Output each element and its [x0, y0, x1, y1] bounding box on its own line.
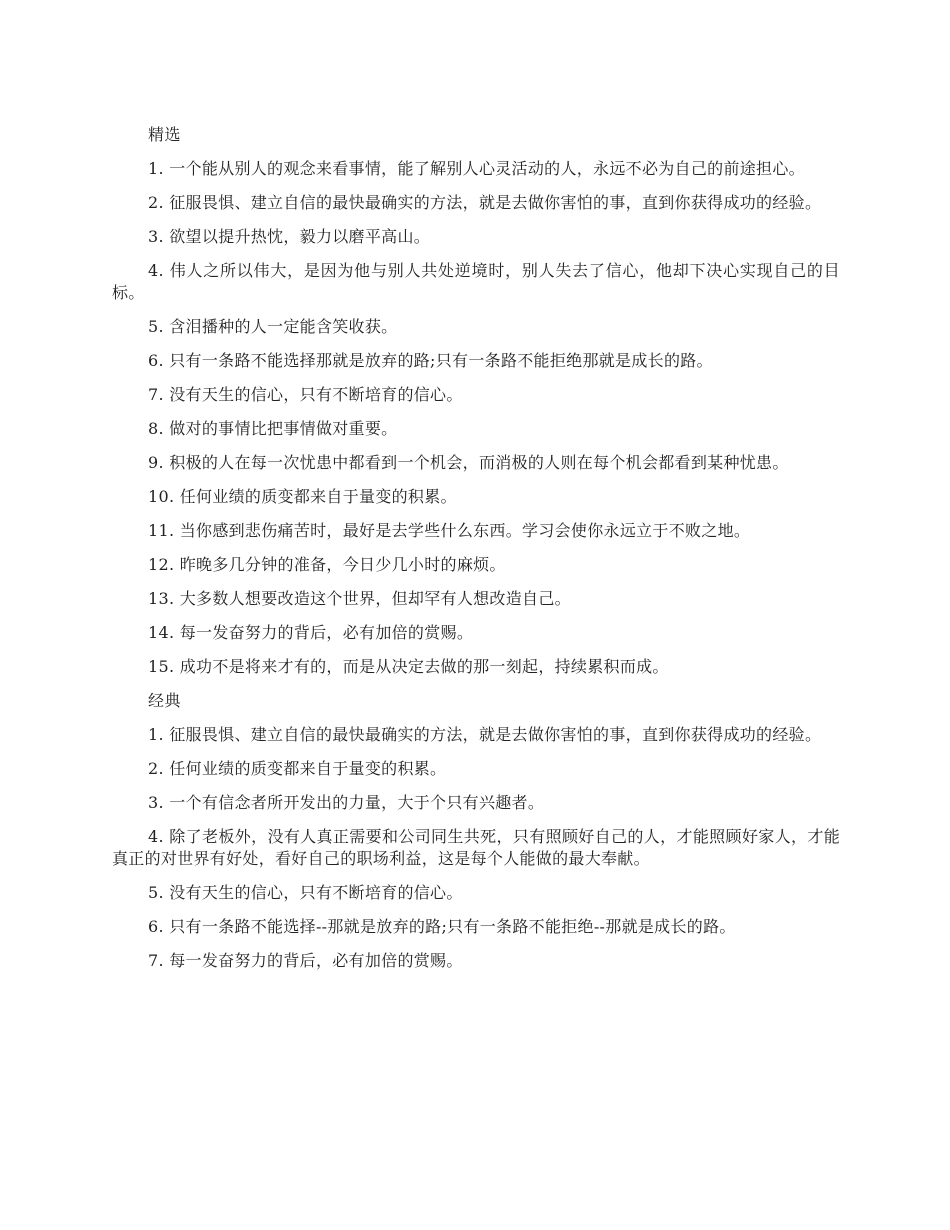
quote-item: 3. 欲望以提升热忱，毅力以磨平高山。 [148, 227, 431, 246]
section-heading: 经典 [148, 691, 182, 710]
section-selected [112, 124, 840, 678]
quote-item: 12. 昨晚多几分钟的准备，今日少几小时的麻烦。 [148, 555, 506, 574]
quote-item: 1. 一个能从别人的观念来看事情，能了解别人心灵活动的人，永远不必为自己的前途担心。 [148, 159, 805, 178]
section-classic [112, 690, 840, 972]
quote-item: 4. 伟人之所以伟大，是因为他与别人共处逆境时，别人失去了信心，他却下决心实现自己的目标。 [112, 261, 840, 302]
quote-item: 6. 只有一条路不能选择那就是放弃的路;只有一条路不能拒绝那就是成长的路。 [148, 351, 713, 370]
quote-item: 9. 积极的人在每一次忧患中都看到一个机会，而消极的人则在每个机会都看到某种忧患。 [148, 453, 789, 472]
quote-item: 1. 征服畏惧、建立自信的最快最确实的方法，就是去做你害怕的事，直到你获得成功的经验。 [148, 725, 822, 744]
quote-item: 14. 每一发奋努力的背后，必有加倍的赏赐。 [148, 623, 474, 642]
quote-item: 5. 含泪播种的人一定能含笑收获。 [148, 317, 398, 336]
quote-item: 10. 任何业绩的质变都来自于量变的积累。 [148, 487, 457, 506]
quote-item: 7. 没有天生的信心，只有不断培育的信心。 [148, 385, 463, 404]
quote-item: 15. 成功不是将来才有的，而是从决定去做的那一刻起，持续累积而成。 [148, 657, 669, 676]
quote-item: 3. 一个有信念者所开发出的力量，大于个只有兴趣者。 [148, 793, 545, 812]
quote-item: 11. 当你感到悲伤痛苦时，最好是去学些什么东西。学习会使你永远立于不败之地。 [148, 521, 751, 540]
document-page [112, 124, 840, 984]
quote-item: 6. 只有一条路不能选择--那就是放弃的路;只有一条路不能拒绝--那就是成长的路。 [148, 917, 736, 936]
quote-item: 5. 没有天生的信心，只有不断培育的信心。 [148, 883, 463, 902]
quote-item: 2. 征服畏惧、建立自信的最快最确实的方法，就是去做你害怕的事，直到你获得成功的经验。 [148, 193, 822, 212]
quote-item: 8. 做对的事情比把事情做对重要。 [148, 419, 398, 438]
quote-item: 13. 大多数人想要改造这个世界，但却罕有人想改造自己。 [148, 589, 571, 608]
quote-item: 2. 任何业绩的质变都来自于量变的积累。 [148, 759, 447, 778]
quote-item: 4. 除了老板外，没有人真正需要和公司同生共死，只有照顾好自己的人，才能照顾好家人，才能真正的对世界有好处，看好自己的职场利益，这是每个人能做的最大奉献。 [112, 827, 840, 868]
quote-item: 7. 每一发奋努力的背后，必有加倍的赏赐。 [148, 951, 463, 970]
section-heading: 精选 [148, 125, 182, 144]
